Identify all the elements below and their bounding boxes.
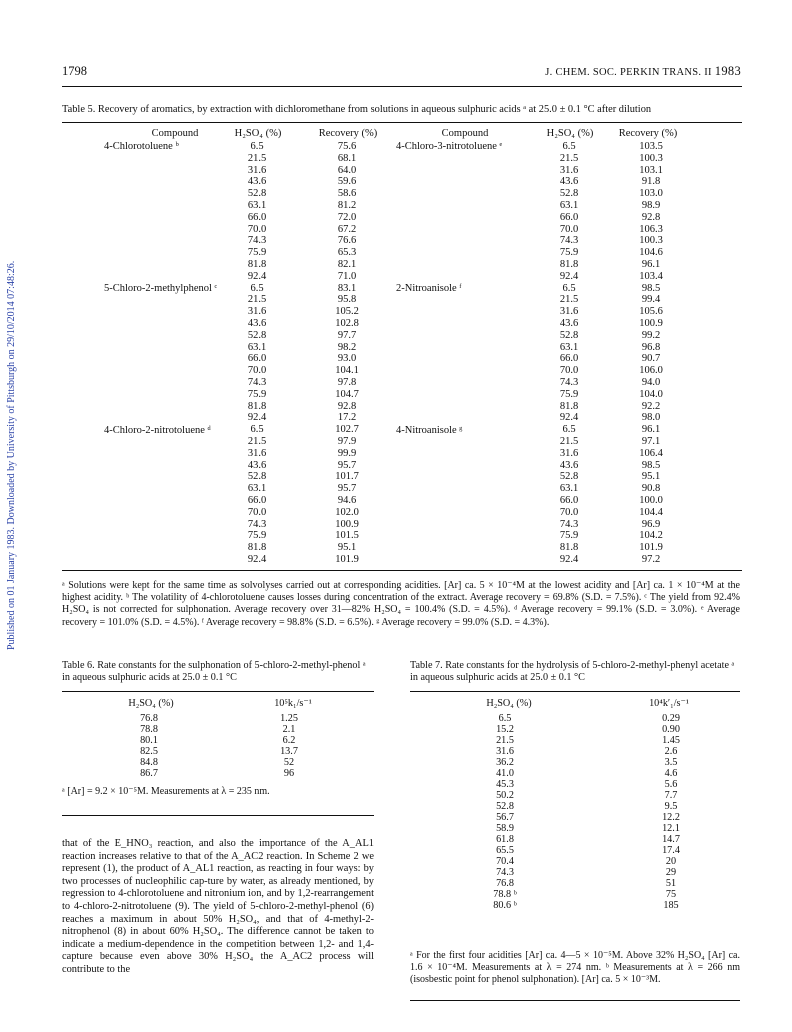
table-cell: 52.8 [247, 471, 267, 483]
table-cell: 97.2 [641, 553, 661, 565]
table7-col-k [646, 713, 696, 911]
table-cell: 103.4 [639, 270, 663, 282]
table-cell: 104.0 [639, 388, 663, 400]
table-cell: 102.7 [335, 424, 359, 436]
table-cell: 58.6 [337, 188, 357, 200]
table-cell: 63.1 [559, 483, 579, 495]
table-cell: 102.8 [335, 317, 359, 329]
compound-4-nitroanisole: 4-Nitroanisole ᵍ [396, 425, 463, 436]
table-cell: 97.7 [337, 329, 357, 341]
table-cell: 52.8 [247, 188, 267, 200]
table-cell: 68.1 [337, 152, 357, 164]
table-cell: 52.8 [496, 801, 514, 812]
table-cell: 6.2 [282, 735, 296, 746]
table-cell: 21.5 [247, 152, 267, 164]
table-cell: 1.45 [662, 735, 680, 746]
table-cell: 3.5 [664, 757, 678, 768]
table-cell: 13.7 [280, 746, 298, 757]
table-cell: 104.7 [335, 388, 359, 400]
table-cell: 94.0 [641, 376, 661, 388]
table-cell: 71.0 [337, 270, 357, 282]
table-cell: 21.5 [247, 294, 267, 306]
table-cell: 92.4 [247, 270, 267, 282]
table-cell: 97.9 [337, 435, 357, 447]
table-cell: 81.8 [559, 400, 579, 412]
table-cell: 92.4 [559, 553, 579, 565]
table-cell: 104.6 [639, 247, 663, 259]
table-cell: 99.4 [641, 294, 661, 306]
table-cell: 104.2 [639, 530, 663, 542]
table-cell: 93.0 [337, 353, 357, 365]
table-cell: 20 [665, 856, 677, 867]
table-cell: 31.6 [496, 746, 514, 757]
table-cell: 82.1 [337, 258, 357, 270]
table-cell: 63.1 [247, 341, 267, 353]
table-cell: 14.7 [662, 834, 680, 845]
table-cell: 12.2 [662, 812, 680, 823]
table-cell: 101.9 [335, 553, 359, 565]
table-cell: 103.5 [639, 141, 663, 152]
table-cell: 96.1 [641, 258, 661, 270]
table-cell: 185 [663, 900, 679, 911]
table-cell: 21.5 [496, 735, 514, 746]
running-header [505, 64, 741, 79]
table-cell: 21.5 [559, 435, 579, 447]
table5-bottom-rule [62, 570, 742, 571]
table-cell: 59.6 [337, 176, 357, 188]
table6-header-acid: H₂SO₄ (%) [128, 698, 174, 709]
table7-bottom-rule [410, 1000, 740, 1001]
table-cell: 31.6 [247, 447, 267, 459]
table-cell: 65.3 [337, 247, 357, 259]
table-cell: 52.8 [559, 188, 579, 200]
table-cell: 52.8 [559, 329, 579, 341]
compound-5-chloro-2-methylphenol: 5-Chloro-2-methylphenol ᶜ [104, 283, 218, 294]
table5-col-acid-right [544, 141, 594, 566]
table-cell: 31.6 [559, 164, 579, 176]
table-cell: 94.6 [337, 494, 357, 506]
table-cell: 92.4 [559, 412, 579, 424]
table7-col-acid [478, 713, 532, 911]
table-cell: 74.3 [559, 235, 579, 247]
table6-bottom-rule [62, 815, 374, 816]
table7-header-k: 10⁴k′₁/s⁻¹ [649, 698, 689, 709]
table-cell: 104.1 [335, 365, 359, 377]
table-cell: 106.0 [639, 365, 663, 377]
table-cell: 98.5 [641, 459, 661, 471]
compound-2-nitroanisole: 2-Nitroanisole ᶠ [396, 283, 462, 294]
table-cell: 97.1 [641, 435, 661, 447]
table-cell: 66.0 [559, 494, 579, 506]
compound-4-chloro-2-nitrotoluene: 4-Chloro-2-nitrotoluene ᵈ [104, 425, 211, 436]
page-number: 1798 [62, 64, 87, 78]
table-cell: 82.5 [140, 746, 158, 757]
table-cell: 74.3 [559, 376, 579, 388]
table5-col-acid-left [232, 141, 282, 566]
table-cell: 0.29 [662, 713, 680, 724]
table5-header-recovery-left: Recovery (%) [318, 128, 378, 139]
table-cell: 15.2 [496, 724, 514, 735]
table-cell: 95.1 [337, 542, 357, 554]
table5-header-compound-left: Compound [151, 128, 199, 139]
table-cell: 100.9 [639, 317, 663, 329]
table-cell: 74.3 [247, 235, 267, 247]
table-cell: 106.4 [639, 447, 663, 459]
table-cell: 98.5 [641, 282, 661, 294]
table-cell: 75.9 [559, 530, 579, 542]
table-cell: 90.8 [641, 483, 661, 495]
table-cell: 5.6 [664, 779, 678, 790]
table-cell: 101.5 [335, 530, 359, 542]
journal-year: 1983 [714, 64, 741, 78]
table-cell: 75.9 [247, 247, 267, 259]
table6-footnote: ᵃ [Ar] = 9.2 × 10⁻⁵M. Measurements at λ = 235 nm. [62, 786, 270, 797]
table-cell: 92.4 [247, 553, 267, 565]
table-cell: 75 [665, 889, 677, 900]
table-cell: 66.0 [247, 211, 267, 223]
table-cell: 83.1 [337, 282, 357, 294]
table-cell: 97.8 [337, 376, 357, 388]
table-cell: 31.6 [559, 306, 579, 318]
table-cell: 6.5 [498, 713, 512, 724]
table5-col-recovery-left [322, 141, 372, 566]
table-cell: 58.9 [496, 823, 514, 834]
table-cell: 43.6 [247, 176, 267, 188]
table-cell: 81.8 [247, 542, 267, 554]
table-cell: 100.3 [639, 235, 663, 247]
table5-header-acid-right: H₂SO₄ (%) [546, 128, 594, 139]
table-cell: 29 [665, 867, 677, 878]
table-cell: 52.8 [559, 471, 579, 483]
table-cell: 66.0 [559, 211, 579, 223]
table-cell: 70.0 [559, 506, 579, 518]
table-cell: 56.7 [496, 812, 514, 823]
table6-col-acid [124, 713, 174, 779]
table-cell: 78.8 ᵇ [493, 889, 517, 900]
table-cell: 105.6 [639, 306, 663, 318]
table-cell: 67.2 [337, 223, 357, 235]
table-cell: 81.8 [559, 258, 579, 270]
table-cell: 31.6 [559, 447, 579, 459]
table-cell: 41.0 [496, 768, 514, 779]
table-cell: 12.1 [662, 823, 680, 834]
table-cell: 102.0 [335, 506, 359, 518]
table-cell: 45.3 [496, 779, 514, 790]
table-cell: 70.0 [247, 223, 267, 235]
table-cell: 98.0 [641, 412, 661, 424]
table-cell: 70.0 [559, 365, 579, 377]
table-cell: 72.0 [337, 211, 357, 223]
table-cell: 17.4 [662, 845, 680, 856]
table-cell: 74.3 [247, 518, 267, 530]
table6-col-k [264, 713, 314, 779]
table-cell: 80.6 ᵇ [493, 900, 517, 911]
table-cell: 64.0 [337, 164, 357, 176]
table-cell: 63.1 [559, 199, 579, 211]
table-cell: 6.5 [250, 424, 264, 436]
table-cell: 6.5 [562, 141, 576, 152]
header-rule [62, 86, 742, 87]
table-cell: 52 [283, 757, 295, 768]
table-cell: 95.7 [337, 483, 357, 495]
table-cell: 52.8 [247, 329, 267, 341]
table-cell: 6.5 [250, 141, 264, 152]
table-cell: 17.2 [337, 412, 357, 424]
table-cell: 74.3 [247, 376, 267, 388]
table-cell: 43.6 [559, 317, 579, 329]
table-cell: 21.5 [559, 152, 579, 164]
table5-title: Table 5. Recovery of aromatics, by extraction with dichloromethane from solutions in aqueous sulphuric acids ᵃ at 25.0 ± 0.1 °C after dilution [62, 104, 652, 115]
compound-4-chloro-3-nitrotoluene: 4-Chloro-3-nitrotoluene ᵉ [396, 141, 503, 152]
table-cell: 100.9 [335, 518, 359, 530]
table-cell: 43.6 [247, 459, 267, 471]
table-cell: 81.8 [247, 258, 267, 270]
table-cell: 81.8 [559, 542, 579, 554]
table-cell: 6.5 [562, 282, 576, 294]
journal-name: J. CHEM. SOC. PERKIN TRANS. II [545, 67, 712, 78]
table-cell: 51 [665, 878, 677, 889]
table-cell: 81.8 [247, 400, 267, 412]
table-cell: 101.9 [639, 542, 663, 554]
table-cell: 101.7 [335, 471, 359, 483]
table-cell: 95.8 [337, 294, 357, 306]
table-cell: 21.5 [247, 435, 267, 447]
table-cell: 80.1 [140, 735, 158, 746]
table-cell: 103.1 [639, 164, 663, 176]
table-cell: 104.4 [639, 506, 663, 518]
table-cell: 31.6 [247, 164, 267, 176]
table5-top-rule [62, 122, 742, 123]
table-cell: 76.8 [496, 878, 514, 889]
table-cell: 98.9 [641, 199, 661, 211]
table-cell: 81.2 [337, 199, 357, 211]
table-cell: 91.8 [641, 176, 661, 188]
table-cell: 36.2 [496, 757, 514, 768]
table-cell: 92.8 [337, 400, 357, 412]
table-cell: 61.8 [496, 834, 514, 845]
table-cell: 84.8 [140, 757, 158, 768]
table7-top-rule [410, 691, 740, 692]
table-cell: 75.9 [559, 388, 579, 400]
table-cell: 63.1 [247, 483, 267, 495]
table7-header-acid: H₂SO₄ (%) [486, 698, 532, 709]
table-cell: 95.7 [337, 459, 357, 471]
table-cell: 90.7 [641, 353, 661, 365]
table-cell: 106.3 [639, 223, 663, 235]
table-cell: 0.90 [662, 724, 680, 735]
table5-header-compound-right: Compound [441, 128, 489, 139]
table-cell: 78.8 [140, 724, 158, 735]
table5-header-recovery-right: Recovery (%) [618, 128, 678, 139]
table5-footnotes: ᵃ Solutions were kept for the same time as solvolyses carried out at corresponding acidities. [Ar] ca. 5 × 10⁻⁴M at the lowest acidity and [Ar] ca. 1 × 10⁻⁴M at the highest acidity. ᵇ The volatility of 4-chlorotoluene causes losses during concentration of the extract. Average recovery = 69.8% (S.D. = 7.5%). ᶜ The yield from 92.4% H₂SO₄ is not corrected for sulphonation. Average recovery over 31—82% H₂SO₄ = 100.4% (S.D. = 4.5%). ᵈ Average recovery = 99.1% (S.D. = 3.0%). ᵉ Average recovery = 101.0% (S.D. = 4.5%). ᶠ Average recovery = 98.8% (S.D. = 6.5%). ᵍ Average recovery = 99.0% (S.D. = 4.3%). [62, 580, 740, 628]
table-cell: 86.7 [140, 768, 158, 779]
download-watermark [6, 150, 18, 650]
body-paragraph: that of the E_HNO₃ reaction, and also the importance of the A_AL1 reaction increases relative to that of the A_AC2 reaction. In Scheme 2 we represent (1), the product of A_AL1 reaction, as reacting in four ways: by two processes of nucleophilic cap-ture by water, as already mentioned, by regression to 4-chlorotoluene and nitronium ion, and by 1,2-rearrangement to 4-chloro-2-nitrotoluene (9). The yield of 5-chloro-2-methyl-phenol (6) reaches a maximum in about 50% H₂SO₄, and that of 4-methyl-2-nitrophenol (8) in about 60% H₂SO₄. The difference cannot be taken to indicate a medium-dependence in the competition between 1,2- and 1,4-capture because even above 30% H₂SO₄ the A_AC2 process will contribute to the [62, 838, 374, 975]
table-cell: 103.0 [639, 188, 663, 200]
table-cell: 70.0 [559, 223, 579, 235]
table-cell: 70.0 [247, 365, 267, 377]
table-cell: 92.4 [247, 412, 267, 424]
table6-header-k: 10⁵k₁/s⁻¹ [274, 698, 312, 709]
table-cell: 99.9 [337, 447, 357, 459]
table-cell: 75.9 [247, 388, 267, 400]
table-cell: 96.1 [641, 424, 661, 436]
table-cell: 70.0 [247, 506, 267, 518]
table-cell: 50.2 [496, 790, 514, 801]
table-cell: 6.5 [250, 282, 264, 294]
table-cell: 95.1 [641, 471, 661, 483]
table-cell: 96.9 [641, 518, 661, 530]
table-cell: 63.1 [247, 199, 267, 211]
table-cell: 96 [283, 768, 295, 779]
table-cell: 70.4 [496, 856, 514, 867]
download-watermark-text: Published on 01 January 1983. Downloaded by University of Pittsburgh on 29/10/2014 07:48:26. [6, 260, 17, 650]
table7-title: Table 7. Rate constants for the hydrolysis of 5-chloro-2-methyl-phenyl acetate ᵃ in aqueous sulphuric acids at 25.0 ± 0.1 °C [410, 660, 735, 684]
table5-header-acid-left: H₂SO₄ (%) [234, 128, 282, 139]
table-cell: 75.6 [337, 141, 357, 152]
table-cell: 66.0 [247, 353, 267, 365]
table-cell: 105.2 [335, 306, 359, 318]
table-cell: 74.3 [496, 867, 514, 878]
table-cell: 43.6 [247, 317, 267, 329]
table-cell: 21.5 [559, 294, 579, 306]
table-cell: 96.8 [641, 341, 661, 353]
table-cell: 31.6 [247, 306, 267, 318]
table-cell: 9.5 [664, 801, 678, 812]
table-cell: 98.2 [337, 341, 357, 353]
compound-4-chlorotoluene: 4-Chlorotoluene ᵇ [104, 141, 179, 152]
table-cell: 100.3 [639, 152, 663, 164]
table-cell: 92.2 [641, 400, 661, 412]
table-cell: 76.8 [140, 713, 158, 724]
table-cell: 92.8 [641, 211, 661, 223]
table7-footnote: ᵃ For the first four acidities [Ar] ca. 4—5 × 10⁻⁵M. Above 32% H₂SO₄ [Ar] ca. 1.6 × 10⁻⁴M. Measurements at λ = 274 nm. ᵇ Measurements at λ = 266 nm (isosbestic point for phenol sulphonation). [Ar] ca. 5 × 10⁻³M. [410, 950, 740, 985]
table-cell: 75.9 [559, 247, 579, 259]
table5-col-recovery-right [626, 141, 676, 566]
table6-title: Table 6. Rate constants for the sulphonation of 5-chloro-2-methyl-phenol ᵃ in aqueous sulphuric acids at 25.0 ± 0.1 °C [62, 660, 366, 684]
table-cell: 2.6 [664, 746, 678, 757]
table-cell: 100.0 [639, 494, 663, 506]
table-cell: 4.6 [664, 768, 678, 779]
table-cell: 66.0 [247, 494, 267, 506]
table-cell: 75.9 [247, 530, 267, 542]
table-cell: 63.1 [559, 341, 579, 353]
table-cell: 92.4 [559, 270, 579, 282]
table-cell: 7.7 [664, 790, 678, 801]
table-cell: 76.6 [337, 235, 357, 247]
table-cell: 1.25 [280, 713, 298, 724]
table-cell: 66.0 [559, 353, 579, 365]
table6-top-rule [62, 691, 374, 692]
table-cell: 43.6 [559, 176, 579, 188]
table-cell: 74.3 [559, 518, 579, 530]
table-cell: 43.6 [559, 459, 579, 471]
table-cell: 2.1 [282, 724, 296, 735]
table-cell: 99.2 [641, 329, 661, 341]
table-cell: 65.5 [496, 845, 514, 856]
table-cell: 6.5 [562, 424, 576, 436]
